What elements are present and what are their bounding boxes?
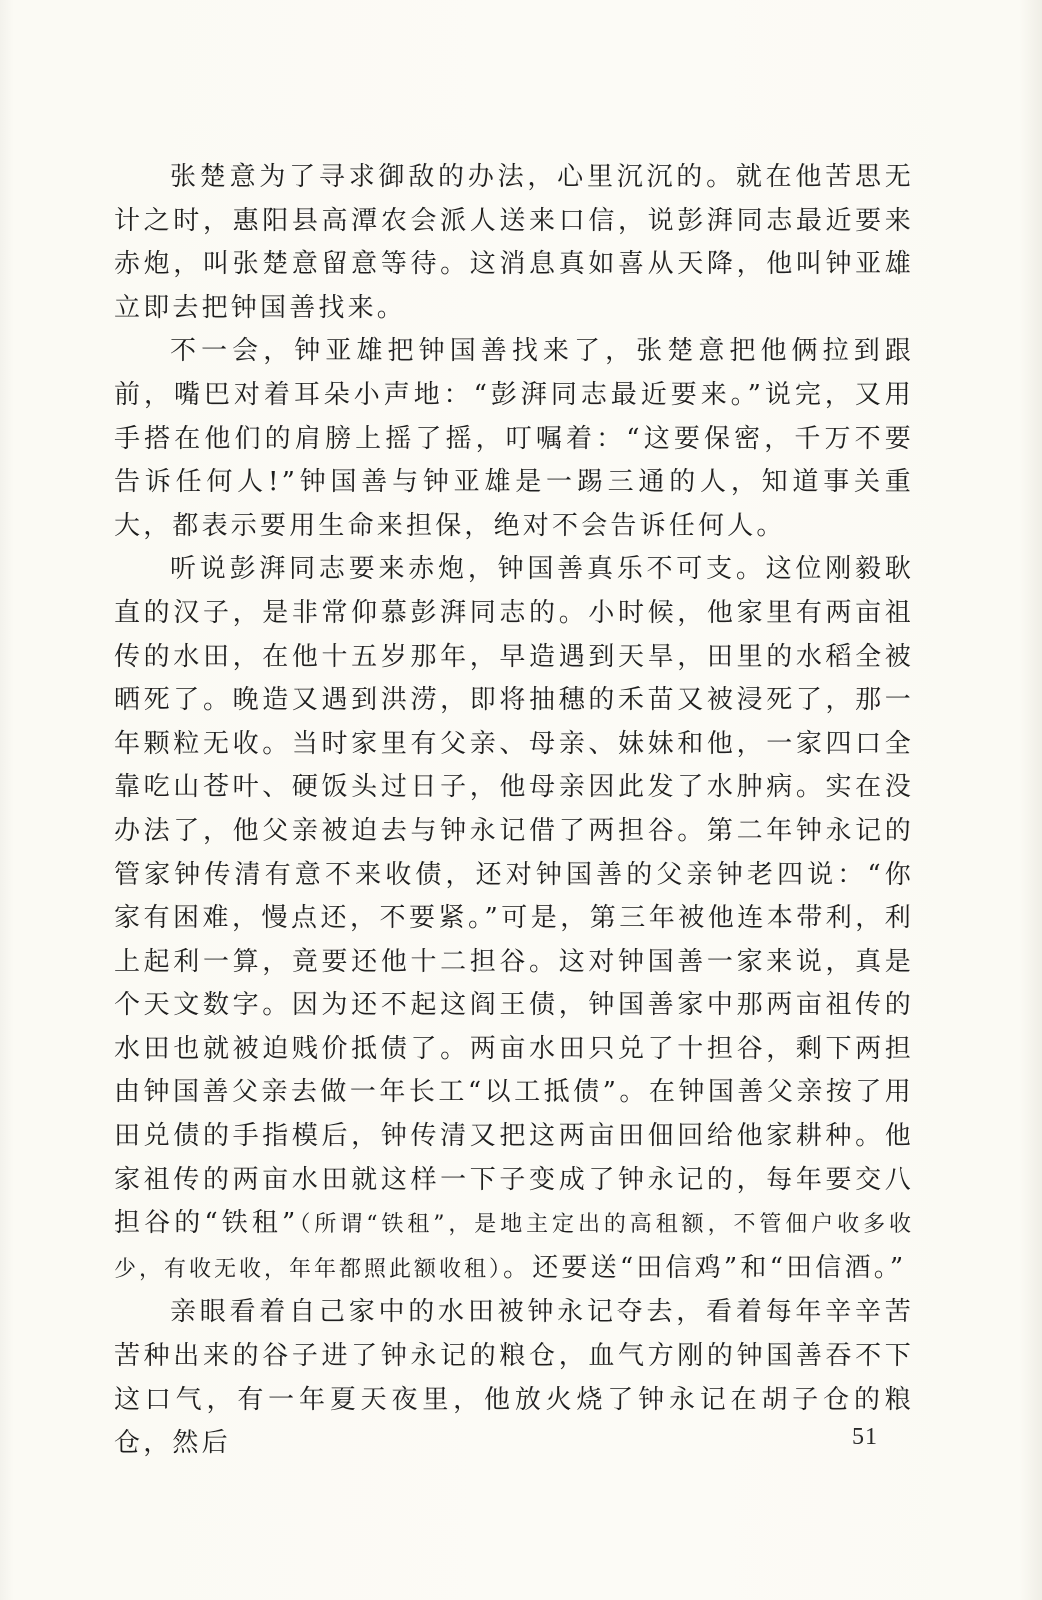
paragraph-3 [114,548,914,1291]
page-number: 51 [852,1424,878,1450]
page-edge-shadow [1020,0,1042,1600]
body-text [114,156,914,1466]
paragraph-1: 张楚意为了寻求御敌的办法，心里沉沉的。就在他苦思无计之时，惠阳县高潭农会派人送来口信，说彭湃同志最近要来赤炮，叫张楚意留意等待。这消息真如喜从天降，他叫钟亚雄立即去把钟国善找来。 [114,162,914,323]
paragraph-2: 不一会，钟亚雄把钟国善找来了，张楚意把他俩拉到跟前，嘴巴对着耳朵小声地：“彭湃同志最近要来。”说完，又用手搭在他们的肩膀上摇了摇，叮嘱着：“这要保密，千万不要告诉任何人!”钟国善与钟亚雄是一踢三通的人，知道事关重大，都表示要用生命来担保，绝对不会告诉任何人。 [114,336,914,541]
paragraph-4: 亲眼看着自己家中的水田被钟永记夺去，看着每年辛辛苦苦种出来的谷子进了钟永记的粮仓，血气方刚的钟国善吞不下这口气，有一年夏天夜里，他放火烧了钟永记在胡子仓的粮仓，然后 [114,1297,914,1459]
paragraph-3-end: 。还要送“田信鸡”和“田信酒。” [503,1252,907,1283]
paragraph-3-note: （所谓“铁租”，是地主定出的高租额，不管佃户收多收少，有收无收，年年都照此额收租） [114,1212,915,1282]
paragraph-3-main: 听说彭湃同志要来赤炮，钟国善真乐不可支。这位刚毅耿直的汉子，是非常仰慕彭湃同志的。小时候，他家里有两亩祖传的水田，在他十五岁那年，早造遇到天旱，田里的水稻全被晒死了。晚造又遇到洪涝，即将抽穗的禾苗又被浸死了，那一年颗粒无收。当时家里有父亲、母亲、妹妹和他，一家四口全靠吃山苍叶、硬饭头过日子，他母亲因此发了水肿病。实在没办法了，他父亲被迫去与钟永记借了两担谷。第二年钟永记的管家钟传清有意不来收债，还对钟国善的父亲钟老四说：“你家有困难，慢点还，不要紧。”可是，第三年被他连本带利，利上起利一算，竟要还他十二担谷。这对钟国善一家来说，真是个天文数字。因为还不起这阎王债，钟国善家中那两亩祖传的水田也就被迫贱价抵债了。两亩水田只兑了十担谷，剩下两担由钟国善父亲去做一年长工“以工抵债”。在钟国善父亲按了用田兑债的手指模后，钟传清又把这两亩田佃回给他家耕种。他家祖传的两亩水田就这样一下子变成了钟永记的，每年要交八担谷的“铁租” [114,554,914,1239]
